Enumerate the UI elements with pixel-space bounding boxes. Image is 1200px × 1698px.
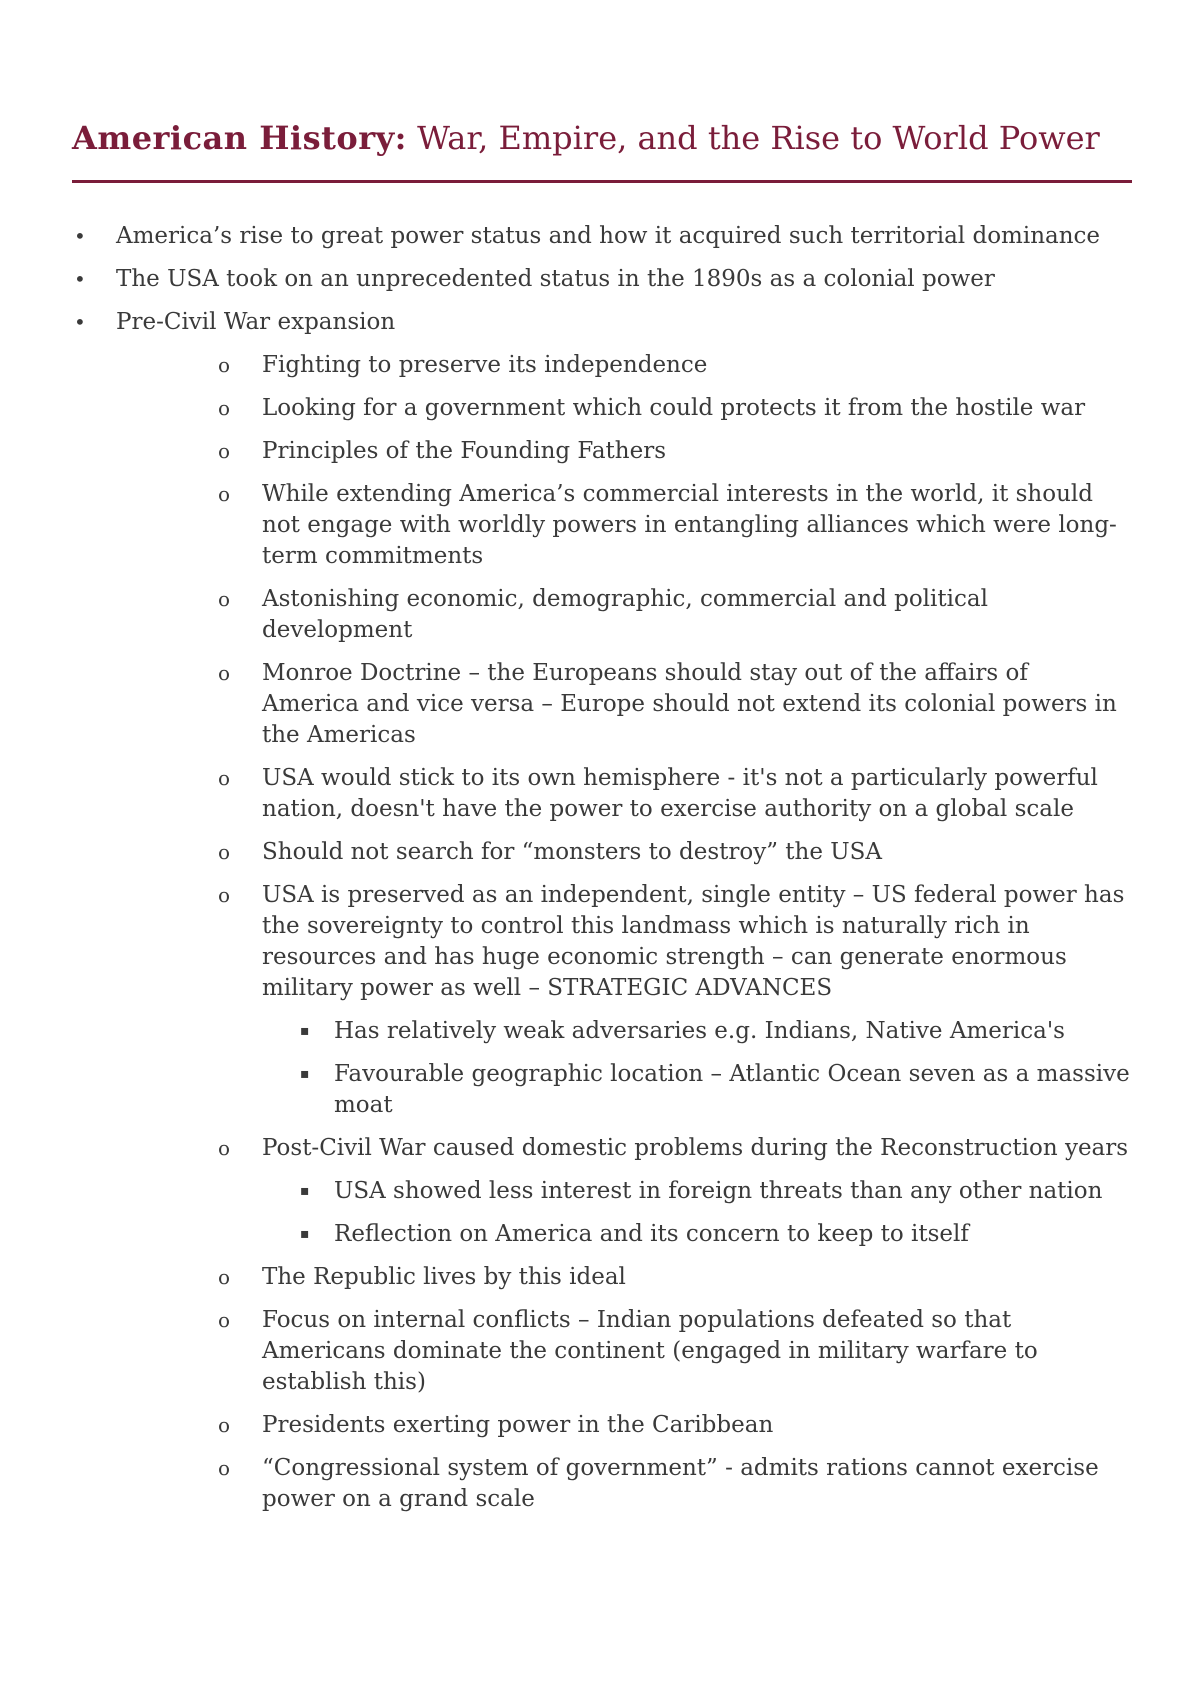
sub-list-item xyxy=(218,880,1132,1121)
list-item-text: The USA took on an unprecedented status in the 1890s as a colonial power xyxy=(116,266,995,292)
document-title xyxy=(72,116,1132,160)
sub-sub-list xyxy=(218,1176,1132,1250)
sub-list-item-text: USA would stick to its own hemisphere - it's not a particularly powerful nation, doesn't have the power to exercise authority on a global scale xyxy=(262,765,1098,822)
sub-list-item xyxy=(218,436,1132,467)
sub-list-item-text: The Republic lives by this ideal xyxy=(262,1264,626,1290)
bullet-circle-icon: o xyxy=(218,1413,231,1437)
sub-list-item-text: “Congressional system of government” - admits rations cannot exercise power on a grand scale xyxy=(262,1455,1099,1512)
sub-list-item-text: Looking for a government which could protects it from the hostile war xyxy=(262,395,1086,421)
sub-list-item xyxy=(218,479,1132,572)
sub-list-item xyxy=(218,1133,1132,1250)
sub-sub-list-item xyxy=(300,1016,1132,1047)
bullet-dot-icon: • xyxy=(74,267,86,291)
bullet-circle-icon: o xyxy=(218,1136,231,1160)
sub-list-item-text: While extending America’s commercial interests in the world, it should not engage with worldly powers in entangling alliances which were long-term commitments xyxy=(262,481,1117,569)
bullet-square-icon: ▪ xyxy=(300,1226,310,1242)
list-item-text: Pre-Civil War expansion xyxy=(116,309,396,335)
list-item-text: America’s rise to great power status and how it acquired such territorial dominance xyxy=(116,223,1101,249)
bullet-circle-icon: o xyxy=(218,766,231,790)
bullet-circle-icon: o xyxy=(218,482,231,506)
sub-list-item xyxy=(218,1305,1132,1398)
bullet-circle-icon: o xyxy=(218,439,231,463)
sub-list-item xyxy=(218,350,1132,381)
bullet-circle-icon: o xyxy=(218,1456,231,1480)
sub-list-item xyxy=(218,763,1132,825)
list-item xyxy=(72,221,1132,252)
sub-sub-list-item-text: Favourable geographic location – Atlantic Ocean seven as a massive moat xyxy=(334,1061,1130,1118)
bullet-circle-icon: o xyxy=(218,883,231,907)
sub-list-item xyxy=(218,1453,1132,1515)
title-bold: American History: xyxy=(72,119,407,157)
bullet-square-icon: ▪ xyxy=(300,1023,310,1039)
bullet-circle-icon: o xyxy=(218,587,231,611)
bullet-list xyxy=(72,221,1132,1515)
sub-list-item-text: Fighting to preserve its independence xyxy=(262,352,708,378)
sub-list-item xyxy=(218,837,1132,868)
sub-list-item-text: Astonishing economic, demographic, commercial and political development xyxy=(262,586,988,643)
sub-list-item xyxy=(218,1262,1132,1293)
sub-list xyxy=(116,350,1132,1515)
sub-list-item-text: Focus on internal conflicts – Indian populations defeated so that Americans dominate the continent (engaged in military warfare to establish this) xyxy=(262,1307,1038,1395)
sub-sub-list-item xyxy=(300,1176,1132,1207)
bullet-square-icon: ▪ xyxy=(300,1066,310,1082)
sub-sub-list-item xyxy=(300,1219,1132,1250)
bullet-dot-icon: • xyxy=(74,310,86,334)
title-rest: War, Empire, and the Rise to World Power xyxy=(406,119,1100,157)
sub-list-item xyxy=(218,658,1132,751)
sub-sub-list-item-text: USA showed less interest in foreign threats than any other nation xyxy=(334,1178,1103,1204)
sub-sub-list-item xyxy=(300,1059,1132,1121)
bullet-circle-icon: o xyxy=(218,396,231,420)
sub-list-item-text: Should not search for “monsters to destroy” the USA xyxy=(262,839,883,865)
list-item xyxy=(72,307,1132,1515)
list-item xyxy=(72,264,1132,295)
sub-list-item xyxy=(218,1410,1132,1441)
sub-sub-list-item-text: Reflection on America and its concern to keep to itself xyxy=(334,1221,969,1247)
sub-list-item-text: USA is preserved as an independent, single entity – US federal power has the sovereignty to control this landmass which is naturally rich in resources and has huge economic strength – can generate enormous military power as well – STRATEGIC ADVANCES xyxy=(262,882,1125,1001)
bullet-dot-icon: • xyxy=(74,224,86,248)
sub-list-item-text: Monroe Doctrine – the Europeans should stay out of the affairs of America and vice versa – Europe should not extend its colonial powers in the Americas xyxy=(262,660,1117,748)
bullet-circle-icon: o xyxy=(218,661,231,685)
bullet-circle-icon: o xyxy=(218,840,231,864)
sub-sub-list-item-text: Has relatively weak adversaries e.g. Indians, Native America's xyxy=(334,1018,1065,1044)
sub-list-item-text: Post-Civil War caused domestic problems during the Reconstruction years xyxy=(262,1135,1129,1161)
sub-list-item-text: Principles of the Founding Fathers xyxy=(262,438,667,464)
bullet-circle-icon: o xyxy=(218,1265,231,1289)
sub-sub-list xyxy=(218,1016,1132,1121)
bullet-circle-icon: o xyxy=(218,1308,231,1332)
sub-list-item xyxy=(218,393,1132,424)
title-divider xyxy=(72,180,1132,183)
sub-list-item xyxy=(218,584,1132,646)
bullet-square-icon: ▪ xyxy=(300,1183,310,1199)
sub-list-item-text: Presidents exerting power in the Caribbean xyxy=(262,1412,774,1438)
bullet-circle-icon: o xyxy=(218,353,231,377)
